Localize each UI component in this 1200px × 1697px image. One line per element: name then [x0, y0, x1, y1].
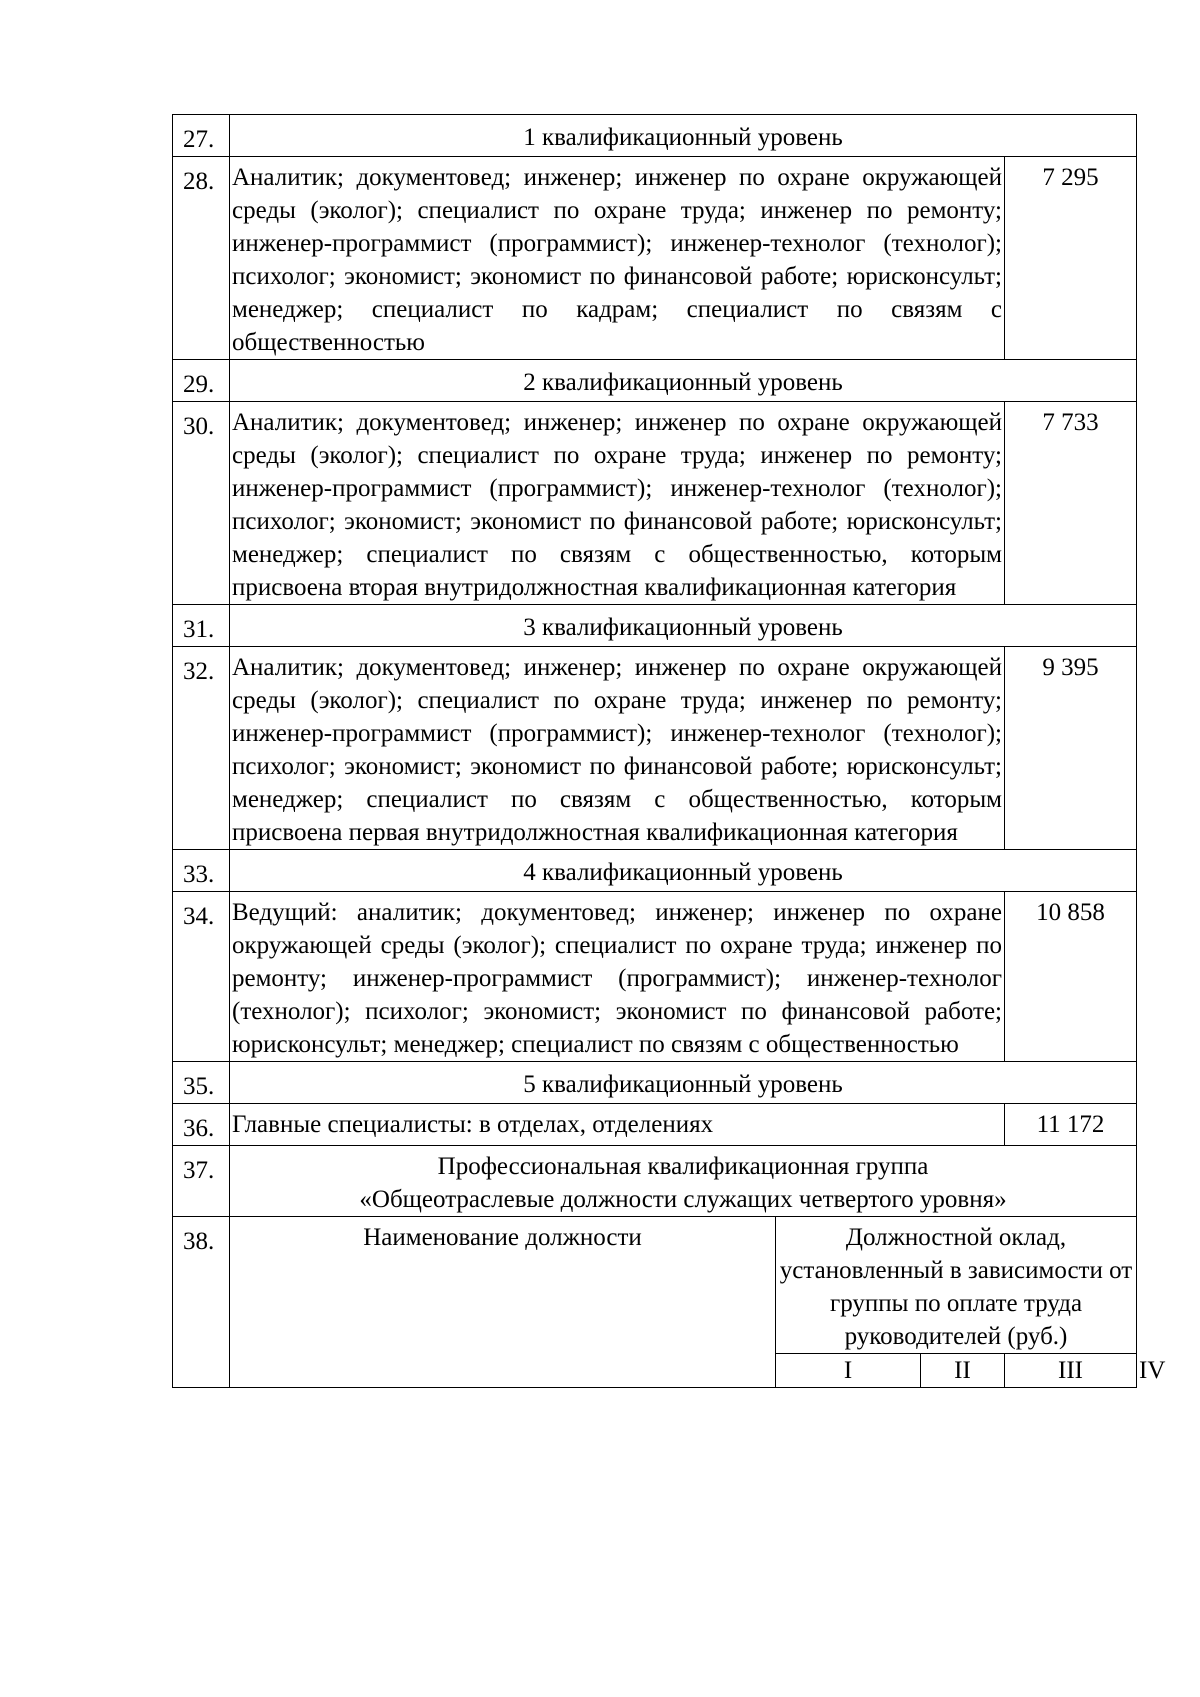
row-number: 30.	[173, 402, 230, 605]
group-row	[173, 1146, 1137, 1217]
position-list: Аналитик; документовед; инженер; инженер по охране окружающей среды (эколог); специалист по охране труда; инженер по ремонту; инженер-программист (программист); инженер-технолог (технолог); психолог; экономист; экономист по финансовой работе; юрисконсульт; менеджер; специалист по связям с общественностью, которым присвоена вторая внутридолжностная квалификационная категория	[230, 402, 1005, 605]
position-row	[173, 402, 1137, 605]
qualification-level-title: 5 квалификационный уровень	[230, 1062, 1137, 1104]
salary-value: 7 733	[1005, 402, 1137, 605]
row-number: 35.	[173, 1062, 230, 1104]
group-title-line2: «Общеотраслевые должности служащих четвертого уровня»	[359, 1186, 1007, 1213]
level-header-row	[173, 360, 1137, 402]
salary-table	[172, 114, 1166, 1388]
position-list: Аналитик; документовед; инженер; инженер по охране окружающей среды (эколог); специалист по охране труда; инженер по ремонту; инженер-программист (программист); инженер-технолог (технолог); психолог; экономист; экономист по финансовой работе; юрисконсульт; менеджер; специалист по связям с общественностью, которым присвоена первая внутридолжностная квалификационная категория	[230, 647, 1005, 850]
row-number: 34.	[173, 892, 230, 1062]
row-number: 37.	[173, 1146, 230, 1217]
group-col-ii: II	[921, 1354, 1005, 1388]
qualification-level-title: 1 квалификационный уровень	[230, 115, 1137, 157]
level-header-row	[173, 115, 1137, 157]
salary-value: 10 858	[1005, 892, 1137, 1062]
group-numbers-row: I II III IV	[173, 1354, 1137, 1388]
position-name-header: Наименование должности	[230, 1217, 776, 1388]
group-title-line1: Профессиональная квалификационная группа	[437, 1153, 929, 1180]
row-number: 31.	[173, 605, 230, 647]
position-list: Главные специалисты: в отделах, отделениях	[230, 1104, 1005, 1146]
row-number: 36.	[173, 1104, 230, 1146]
row-number: 29.	[173, 360, 230, 402]
qualification-level-title: 2 квалификационный уровень	[230, 360, 1137, 402]
qualification-level-title: 3 квалификационный уровень	[230, 605, 1137, 647]
position-row	[173, 892, 1137, 1062]
salary-value: 11 172	[1005, 1104, 1137, 1146]
row-number: 38.	[173, 1217, 230, 1388]
document-page	[172, 114, 1166, 1388]
salary-header: Должностной оклад, установленный в зависимости от группы по оплате труда руководителей (руб.)	[776, 1217, 1137, 1354]
column-header-row	[173, 1217, 1137, 1354]
row-number: 32.	[173, 647, 230, 850]
level-header-row	[173, 1062, 1137, 1104]
group-col-i: I	[776, 1354, 921, 1388]
table-body	[173, 115, 1137, 1146]
salary-value: 7 295	[1005, 157, 1137, 360]
row-number: 27.	[173, 115, 230, 157]
table-footer	[173, 1146, 1166, 1388]
salary-value: 9 395	[1005, 647, 1137, 850]
position-row	[173, 1104, 1137, 1146]
position-row	[173, 157, 1137, 360]
group-title	[230, 1146, 1137, 1217]
position-list: Аналитик; документовед; инженер; инженер по охране окружающей среды (эколог); специалист по охране труда; инженер по ремонту; инженер-программист (программист); инженер-технолог (технолог); психолог; экономист; экономист по финансовой работе; юрисконсульт; менеджер; специалист по кадрам; специалист по связям с общественностью	[230, 157, 1005, 360]
position-list: Ведущий: аналитик; документовед; инженер; инженер по охране окружающей среды (эколог); специалист по охране труда; инженер по ремонту; инженер-программист (программист); инженер-технолог (технолог); психолог; экономист; экономист по финансовой работе; юрисконсульт; менеджер; специалист по связям с общественностью	[230, 892, 1005, 1062]
level-header-row	[173, 850, 1137, 892]
group-col-iii: III	[1005, 1354, 1137, 1388]
row-number: 28.	[173, 157, 230, 360]
qualification-level-title: 4 квалификационный уровень	[230, 850, 1137, 892]
row-number: 33.	[173, 850, 230, 892]
position-row	[173, 647, 1137, 850]
level-header-row	[173, 605, 1137, 647]
